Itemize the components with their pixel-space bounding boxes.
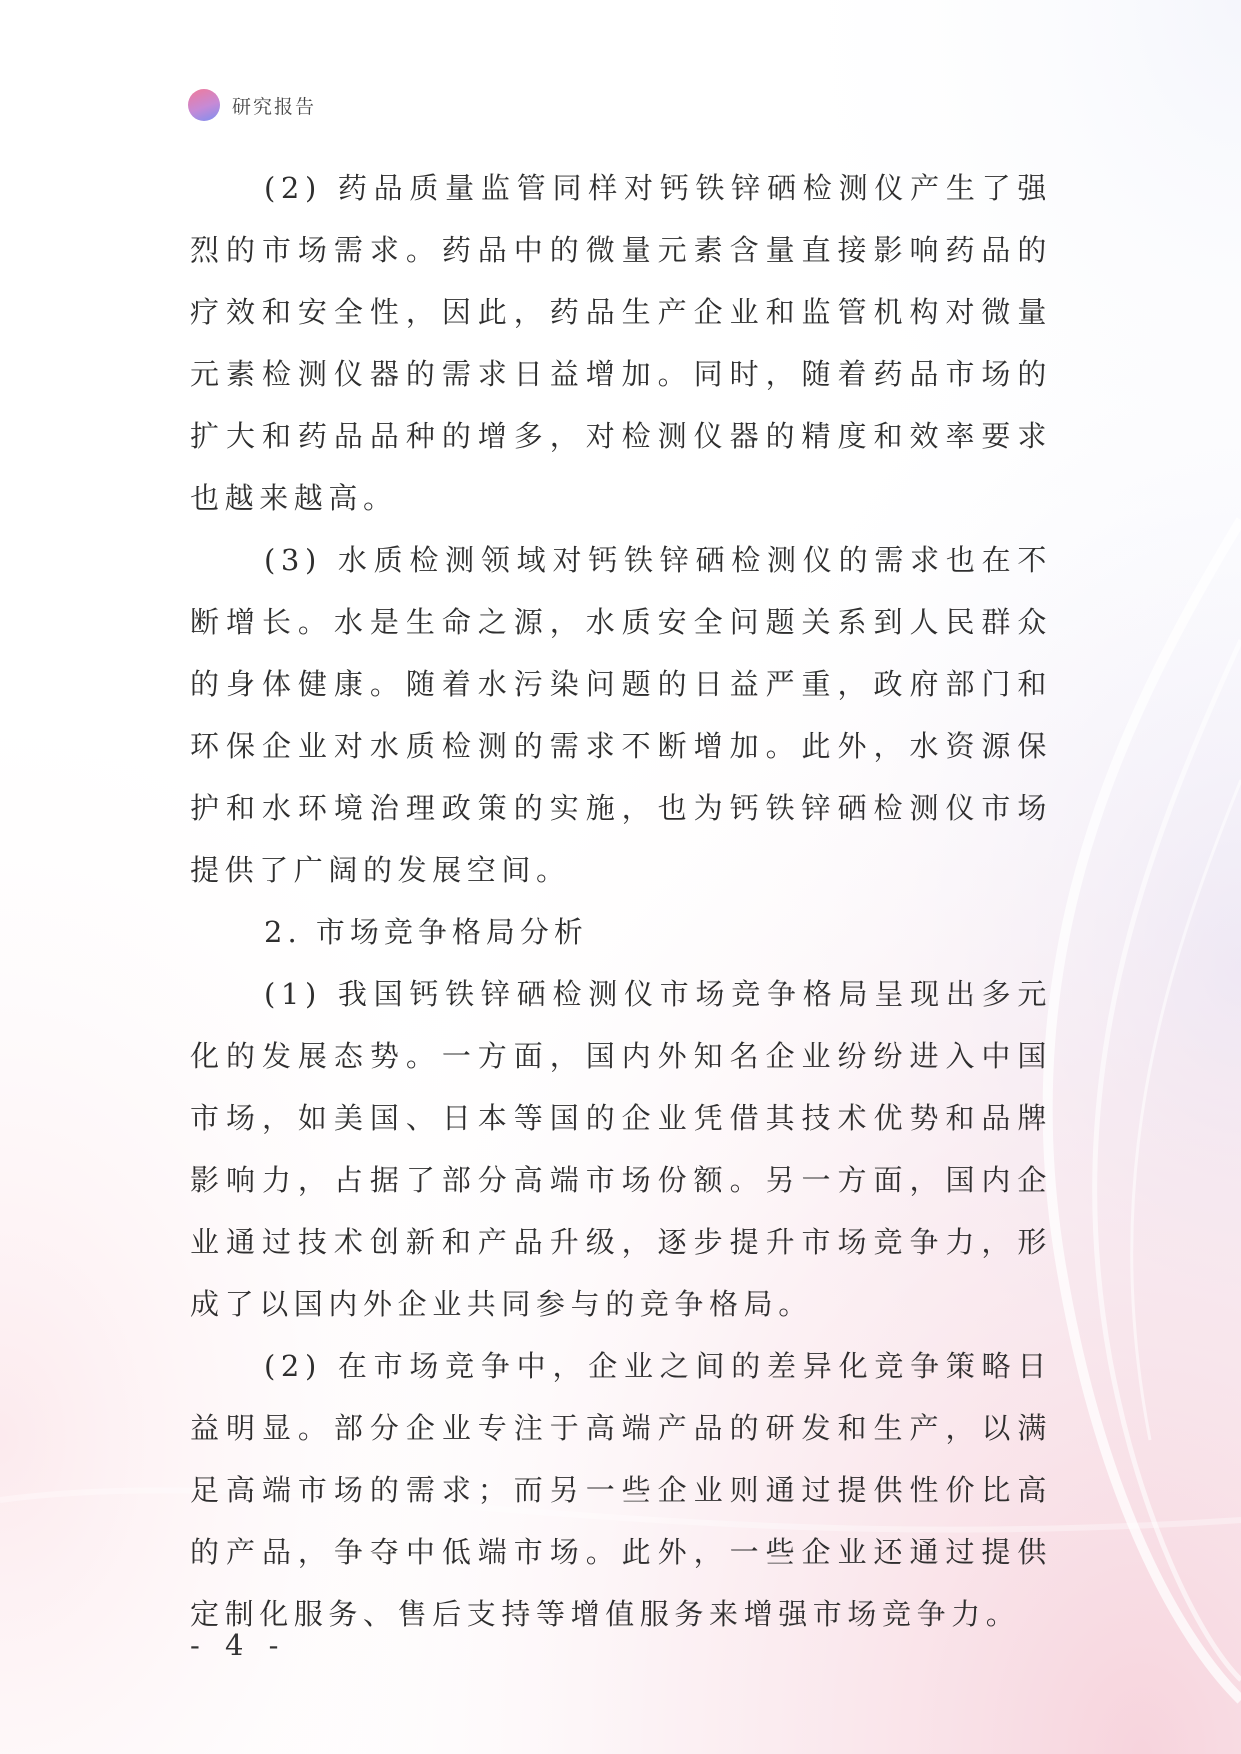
paragraph-water-quality: (3) 水质检测领域对钙铁锌硒检测仪的需求也在不断增长。水是生命之源，水质安全问题关系到人民群众的身体健康。随着水污染问题的日益严重，政府部门和环保企业对水质检测的需求不断增加。此外，水资源保护和水环境治理政策的实施，也为钙铁锌硒检测仪市场提供了广阔的发展空间。 — [190, 543, 1052, 887]
report-header — [188, 88, 316, 122]
logo-circle-icon — [188, 89, 220, 121]
paragraph-differentiation: (2) 在市场竞争中，企业之间的差异化竞争策略日益明显。部分企业专注于高端产品的研发和生产，以满足高端市场的需求；而另一些企业则通过提供性价比高的产品，争夺中低端市场。此外，一些企业还通过提供定制化服务、售后支持等增值服务来增强市场竞争力。 — [190, 1349, 1052, 1631]
page-number: - 4 - — [190, 1628, 287, 1662]
paragraph-drug-quality: (2) 药品质量监管同样对钙铁锌硒检测仪产生了强烈的市场需求。药品中的微量元素含量直接影响药品的疗效和安全性，因此，药品生产企业和监管机构对微量元素检测仪器的需求日益增加。同时，随着药品市场的扩大和药品品种的增多，对检测仪器的精度和效率要求也越来越高。 — [190, 171, 1052, 515]
section-heading-competition: 2. 市场竞争格局分析 — [264, 915, 588, 949]
paragraph-competition-landscape: (1) 我国钙铁锌硒检测仪市场竞争格局呈现出多元化的发展态势。一方面，国内外知名企业纷纷进入中国市场，如美国、日本等国的企业凭借其技术优势和品牌影响力，占据了部分高端市场份额。另一方面，国内企业通过技术创新和产品升级，逐步提升市场竞争力，形成了以国内外企业共同参与的竞争格局。 — [190, 977, 1052, 1321]
document-body — [190, 157, 1052, 1645]
header-title: 研究报告 — [232, 95, 317, 118]
